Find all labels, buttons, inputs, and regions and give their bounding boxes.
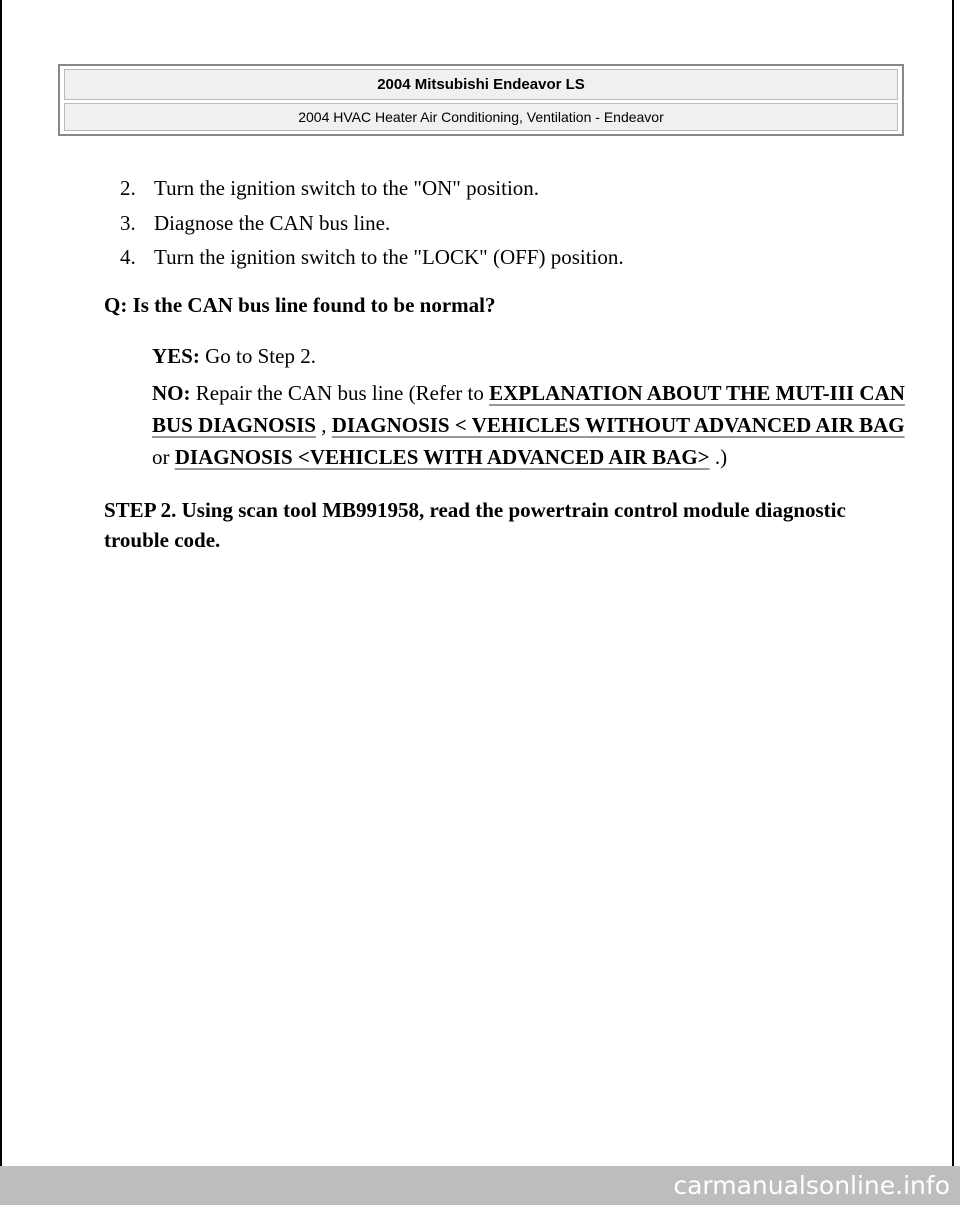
header-title: 2004 Mitsubishi Endeavor LS (64, 69, 898, 100)
separator-comma: , (321, 413, 327, 437)
yes-label: YES: (152, 344, 200, 368)
no-answer (152, 377, 912, 473)
answer-block (152, 340, 912, 473)
procedure-step (120, 242, 624, 277)
step-2-heading: STEP 2. Using scan tool MB991958, read the powertrain control module diagnostic trouble code. (104, 498, 846, 552)
link-diagnosis-with-advanced-air-bag[interactable]: DIAGNOSIS <VEHICLES WITH ADVANCED AIR BAG> (174, 445, 710, 469)
yes-answer (152, 340, 912, 372)
watermark-banner: carmanualsonline.info (0, 1166, 960, 1205)
no-text-before: Repair the CAN bus line (Refer to (195, 381, 484, 405)
diagnostic-question: Q: Is the CAN bus line found to be normal? (104, 293, 496, 317)
step-text: Diagnose the CAN bus line. (154, 210, 391, 235)
step-number: 3. (120, 210, 136, 235)
link-diagnosis-without-advanced-air-bag[interactable]: DIAGNOSIS < VEHICLES WITHOUT ADVANCED AIR BAG (331, 413, 905, 437)
yes-text: Go to Step 2. (205, 344, 316, 368)
document-header (58, 64, 904, 136)
header-subtitle: 2004 HVAC Heater Air Conditioning, Ventilation - Endeavor (64, 103, 898, 131)
step-number: 4. (120, 245, 136, 269)
page-border-left (0, 0, 2, 1170)
page-border-right (952, 0, 954, 1170)
no-label: NO: (152, 381, 191, 405)
link-explanation-can-bus[interactable]: EXPLANATION ABOUT THE MUT-III CAN BUS DIAGNOSIS (152, 381, 905, 437)
separator-or: or (152, 445, 170, 469)
step-text: Turn the ignition switch to the "LOCK" (OFF) position. (154, 245, 624, 269)
no-text-after: .) (714, 445, 728, 469)
step-text: Turn the ignition switch to the "ON" position. (154, 176, 540, 200)
procedure-steps (120, 173, 624, 277)
procedure-step (120, 173, 624, 208)
step-number: 2. (120, 176, 136, 200)
procedure-step (120, 208, 624, 243)
